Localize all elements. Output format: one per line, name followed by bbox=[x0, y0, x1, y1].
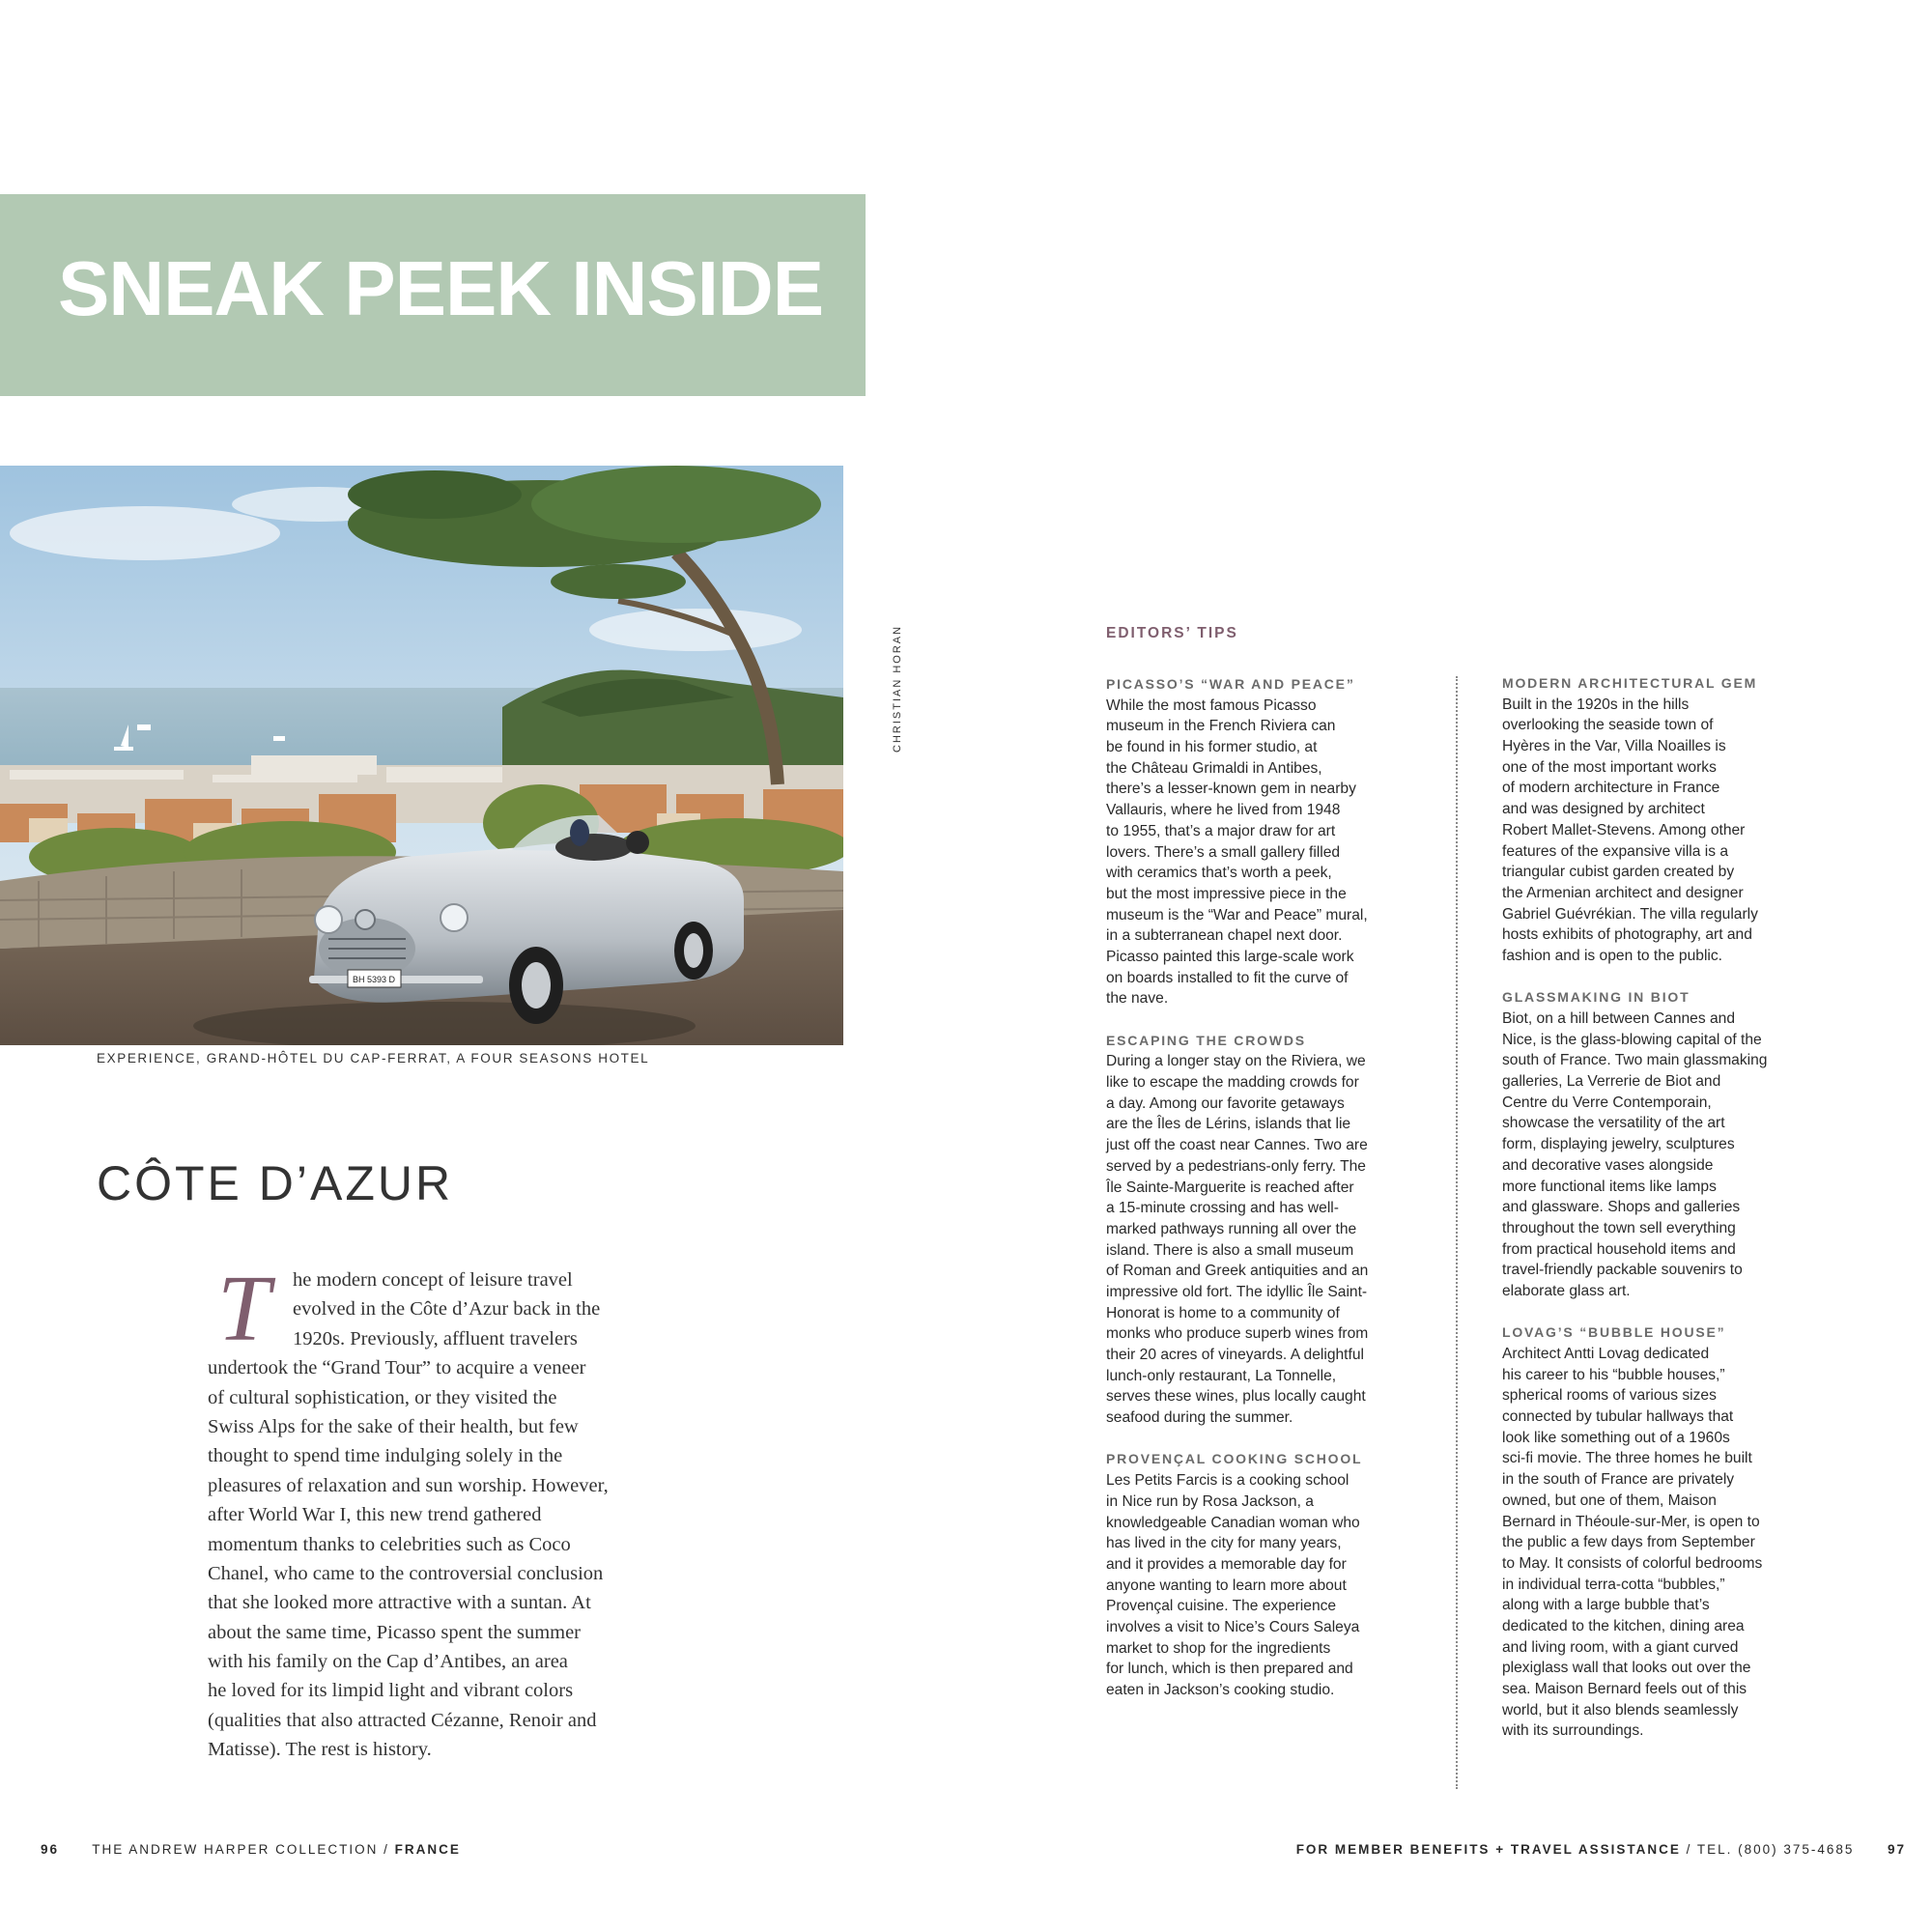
tip-body-line: be found in his former studio, at bbox=[1106, 739, 1318, 756]
article-line: 1920s. Previously, affluent travelers bbox=[293, 1327, 578, 1350]
tip-body-line: market to shop for the ingredients bbox=[1106, 1639, 1331, 1657]
tip-body-line: but the most impressive piece in the bbox=[1106, 885, 1347, 902]
article-line: of cultural sophistication, or they visited the bbox=[208, 1386, 557, 1408]
article-line: evolved in the Côte d’Azur back in the bbox=[293, 1298, 601, 1321]
page-number-right: 97 bbox=[1887, 1842, 1906, 1857]
tip-body-line: sci-fi movie. The three homes he built bbox=[1502, 1450, 1752, 1467]
tip-heading: MODERN ARCHITECTURAL GEM bbox=[1502, 675, 1758, 691]
tip-body-line: travel-friendly packable souvenirs to bbox=[1502, 1262, 1743, 1279]
tip-body-line: lunch-only restaurant, La Tonnelle, bbox=[1106, 1367, 1337, 1384]
tip-body-line: Biot, on a hill between Cannes and bbox=[1502, 1010, 1736, 1027]
tip-heading: PICASSO’S “WAR AND PEACE” bbox=[1106, 676, 1355, 692]
tip-body-line: showcase the versatility of the art bbox=[1502, 1115, 1725, 1132]
tip-body-line: Robert Mallet-Stevens. Among other bbox=[1502, 821, 1746, 838]
tip-body-line: lovers. There’s a small gallery filled bbox=[1106, 843, 1341, 861]
tip-body-line: involves a visit to Nice’s Cours Saleya bbox=[1106, 1618, 1360, 1635]
tip-body-line: of Roman and Greek antiquities and an bbox=[1106, 1263, 1369, 1280]
article-line: thought to spend time indulging solely in the bbox=[208, 1445, 563, 1467]
tip-body-line: elaborate glass art. bbox=[1502, 1282, 1631, 1299]
tip-section bbox=[1502, 673, 1821, 967]
tip-body-line: their 20 acres of vineyards. A delightful bbox=[1106, 1347, 1364, 1363]
tip-body-line: on boards installed to fit the curve of bbox=[1106, 969, 1349, 986]
tip-heading: LOVAG’S “BUBBLE HOUSE” bbox=[1502, 1324, 1726, 1341]
tip-body-line: During a longer stay on the Riviera, we bbox=[1106, 1053, 1366, 1070]
tip-body-line: with its surroundings. bbox=[1502, 1722, 1644, 1740]
article-line: (qualities that also attracted Cézanne, Renoir and bbox=[208, 1709, 597, 1731]
tip-body-line: his career to his “bubble houses,” bbox=[1502, 1366, 1725, 1383]
tip-heading: ESCAPING THE CROWDS bbox=[1106, 1032, 1306, 1048]
banner-title: SNEAK PEEK INSIDE bbox=[58, 245, 824, 331]
tip-body-line: a 15-minute crossing and has well- bbox=[1106, 1200, 1339, 1217]
tip-body-line: throughout the town sell everything bbox=[1502, 1219, 1736, 1236]
tip-body-line: Nice, is the glass-blowing capital of the bbox=[1502, 1031, 1762, 1048]
article-line: he loved for its limpid light and vibrant colors bbox=[208, 1680, 574, 1702]
tip-body-line: and was designed by architect bbox=[1502, 801, 1705, 818]
article-line: undertook the “Grand Tour” to acquire a veneer bbox=[208, 1357, 586, 1379]
tip-body-line: are the Îles de Lérins, islands that lie bbox=[1106, 1116, 1351, 1133]
tip-body-line: dedicated to the kitchen, dining area bbox=[1502, 1617, 1745, 1634]
tip-body-line: form, displaying jewelry, sculptures bbox=[1502, 1136, 1735, 1153]
tip-body-line: just off the coast near Cannes. Two are bbox=[1106, 1137, 1368, 1154]
tip-body-line: serves these wines, plus locally caught bbox=[1106, 1388, 1366, 1406]
tip-body-line: of modern architecture in France bbox=[1502, 780, 1720, 797]
tip-body-line: eaten in Jackson’s cooking studio. bbox=[1106, 1682, 1335, 1698]
tip-body-line: the public a few days from September bbox=[1502, 1534, 1755, 1551]
tip-body-line: Architect Antti Lovag dedicated bbox=[1502, 1346, 1710, 1362]
riviera-photo-illustration bbox=[0, 466, 843, 1045]
member-benefits-label: FOR MEMBER BENEFITS + TRAVEL ASSISTANCE bbox=[1295, 1842, 1681, 1857]
tips-right-column bbox=[1502, 673, 1821, 1763]
tip-body-line: hosts exhibits of photography, art and bbox=[1502, 926, 1752, 944]
tip-section bbox=[1106, 674, 1425, 1009]
article-line: Chanel, who came to the controversial conclusion bbox=[208, 1562, 604, 1584]
phone-number: / TEL. (800) 375-4685 bbox=[1686, 1842, 1855, 1857]
tip-body-line: Built in the 1920s in the hills bbox=[1502, 696, 1690, 713]
tip-body-line: the Château Grimaldi in Antibes, bbox=[1106, 759, 1322, 777]
tip-heading: PROVENÇAL COOKING SCHOOL bbox=[1106, 1451, 1363, 1467]
tip-body-line: from practical household items and bbox=[1502, 1240, 1736, 1258]
tip-body-line: for lunch, which is then prepared and bbox=[1106, 1661, 1353, 1678]
tip-body-line: in the south of France are privately bbox=[1502, 1471, 1735, 1489]
article-line: about the same time, Picasso spent the summer bbox=[208, 1621, 582, 1643]
tip-body-line: and it provides a memorable day for bbox=[1106, 1555, 1347, 1573]
article-line: after World War I, this new trend gathered bbox=[208, 1504, 542, 1526]
tip-body-line: along with a large bubble that’s bbox=[1502, 1597, 1710, 1614]
article-line: momentum thanks to celebrities such as Coco bbox=[208, 1533, 571, 1555]
article-intro bbox=[208, 1257, 671, 1765]
tip-body-line: in individual terra-cotta “bubbles,” bbox=[1502, 1576, 1725, 1593]
tip-body-line: marked pathways running all over the bbox=[1106, 1220, 1357, 1237]
tip-body-line: galleries, La Verrerie de Biot and bbox=[1502, 1073, 1721, 1091]
tip-body-line: seafood during the summer. bbox=[1106, 1409, 1293, 1427]
tip-body-line: features of the expansive villa is a bbox=[1502, 842, 1729, 860]
tip-body-line: anyone wanting to learn more about bbox=[1106, 1577, 1347, 1594]
footer-right bbox=[1296, 1842, 1906, 1857]
tip-heading: GLASSMAKING IN BIOT bbox=[1502, 989, 1690, 1006]
tip-body-line: knowledgeable Canadian woman who bbox=[1106, 1514, 1360, 1531]
article-line: with his family on the Cap d’Antibes, an area bbox=[208, 1651, 568, 1673]
tip-body-line: monks who produce superb wines from bbox=[1106, 1325, 1369, 1343]
tip-body-line: Bernard in Théoule-sur-Mer, is open to bbox=[1502, 1513, 1760, 1530]
editors-tips-label: EDITORS’ TIPS bbox=[1106, 625, 1238, 641]
tip-body-line: Les Petits Farcis is a cooking school bbox=[1106, 1472, 1350, 1490]
tip-body-line: in Nice run by Rosa Jackson, a bbox=[1106, 1492, 1314, 1510]
tip-body-line: served by a pedestrians-only ferry. The bbox=[1106, 1157, 1366, 1175]
tip-body-line: Île Sainte-Marguerite is reached after bbox=[1106, 1179, 1354, 1196]
tip-body-line: overlooking the seaside town of bbox=[1502, 717, 1714, 734]
tip-body-line: sea. Maison Bernard feels out of this bbox=[1502, 1681, 1747, 1697]
publication-name: THE ANDREW HARPER COLLECTION / bbox=[92, 1842, 389, 1857]
license-plate: BH 5393 D bbox=[352, 975, 396, 984]
article-line: pleasures of relaxation and sun worship. However, bbox=[208, 1474, 609, 1496]
tip-body-line: impressive old fort. The idyllic Île Saint- bbox=[1106, 1283, 1368, 1300]
tip-body-line: triangular cubist garden created by bbox=[1502, 864, 1735, 881]
tip-body-line: and decorative vases alongside bbox=[1502, 1156, 1714, 1174]
tip-body-line: museum is the “War and Peace” mural, bbox=[1106, 906, 1368, 923]
tip-body-line: like to escape the madding crowds for bbox=[1106, 1074, 1359, 1092]
tip-body-line: one of the most important works bbox=[1502, 758, 1717, 776]
article-line: that she looked more attractive with a suntan. At bbox=[208, 1592, 591, 1614]
tip-section bbox=[1106, 1031, 1425, 1429]
tip-body-line: Hyères in the Var, Villa Noailles is bbox=[1502, 738, 1726, 755]
photo-credit: CHRISTIAN HORAN bbox=[892, 624, 903, 753]
article-heading: CÔTE D’AZUR bbox=[97, 1156, 454, 1210]
tip-body-line: and glassware. Shops and galleries bbox=[1502, 1199, 1741, 1216]
tip-body-line: a day. Among our favorite getaways bbox=[1106, 1094, 1345, 1112]
tip-body-line: owned, but one of them, Maison bbox=[1502, 1492, 1717, 1509]
column-divider bbox=[1456, 676, 1458, 1789]
tip-body-line: and living room, with a giant curved bbox=[1502, 1638, 1739, 1656]
tip-body-line: fashion and is open to the public. bbox=[1502, 947, 1723, 964]
footer-left bbox=[41, 1842, 461, 1857]
tip-section bbox=[1106, 1449, 1425, 1700]
page-number-left: 96 bbox=[41, 1842, 60, 1857]
tip-body-line: island. There is also a small museum bbox=[1106, 1241, 1354, 1259]
tip-body-line: more functional items like lamps bbox=[1502, 1178, 1717, 1195]
tip-body-line: While the most famous Picasso bbox=[1106, 696, 1317, 714]
tip-body-line: Provençal cuisine. The experience bbox=[1106, 1598, 1337, 1615]
tip-body-line: Honorat is home to a community of bbox=[1106, 1304, 1340, 1321]
tip-body-line: spherical rooms of various sizes bbox=[1502, 1387, 1717, 1405]
tip-body-line: Gabriel Guévrékian. The villa regularly bbox=[1502, 905, 1758, 923]
tip-body-line: south of France. Two main glassmaking bbox=[1502, 1052, 1768, 1069]
photo-caption: EXPERIENCE, GRAND-HÔTEL DU CAP-FERRAT, A FOUR SEASONS HOTEL bbox=[97, 1051, 650, 1065]
article-line: Swiss Alps for the sake of their health, but few bbox=[208, 1415, 579, 1437]
tip-body-line: Picasso painted this large-scale work bbox=[1106, 948, 1354, 965]
tip-body-line: look like something out of a 1960s bbox=[1502, 1429, 1730, 1446]
tip-body-line: there’s a lesser-known gem in nearby bbox=[1106, 781, 1356, 798]
tip-body-line: has lived in the city for many years, bbox=[1106, 1535, 1342, 1552]
publication-section: FRANCE bbox=[394, 1842, 461, 1857]
tip-body-line: to 1955, that’s a major draw for art bbox=[1106, 822, 1336, 839]
tip-body-line: the nave. bbox=[1106, 990, 1169, 1008]
tip-body-line: plexiglass wall that looks out over the bbox=[1502, 1660, 1751, 1677]
tip-body-line: with ceramics that’s worth a peek, bbox=[1106, 865, 1332, 882]
tip-body-line: world, but it also blends seamlessly bbox=[1502, 1701, 1739, 1719]
tip-body-line: Centre du Verre Contemporain, bbox=[1502, 1094, 1712, 1111]
tip-body-line: connected by tubular hallways that bbox=[1502, 1408, 1734, 1426]
article-line: he modern concept of leisure travel bbox=[293, 1269, 573, 1291]
article-line: Matisse). The rest is history. bbox=[208, 1739, 432, 1761]
tip-body-line: museum in the French Riviera can bbox=[1106, 718, 1336, 735]
tip-body-line: to May. It consists of colorful bedrooms bbox=[1502, 1554, 1763, 1572]
tip-body-line: Vallauris, where he lived from 1948 bbox=[1106, 802, 1341, 819]
tip-body-line: in a subterranean chapel next door. bbox=[1106, 927, 1343, 945]
drop-cap: T bbox=[217, 1257, 270, 1361]
riviera-photo bbox=[0, 466, 843, 1045]
tip-section bbox=[1502, 1322, 1821, 1742]
tips-left-column bbox=[1106, 674, 1425, 1721]
tip-section bbox=[1502, 987, 1821, 1301]
section-banner bbox=[0, 194, 866, 396]
tip-body-line: the Armenian architect and designer bbox=[1502, 884, 1744, 901]
